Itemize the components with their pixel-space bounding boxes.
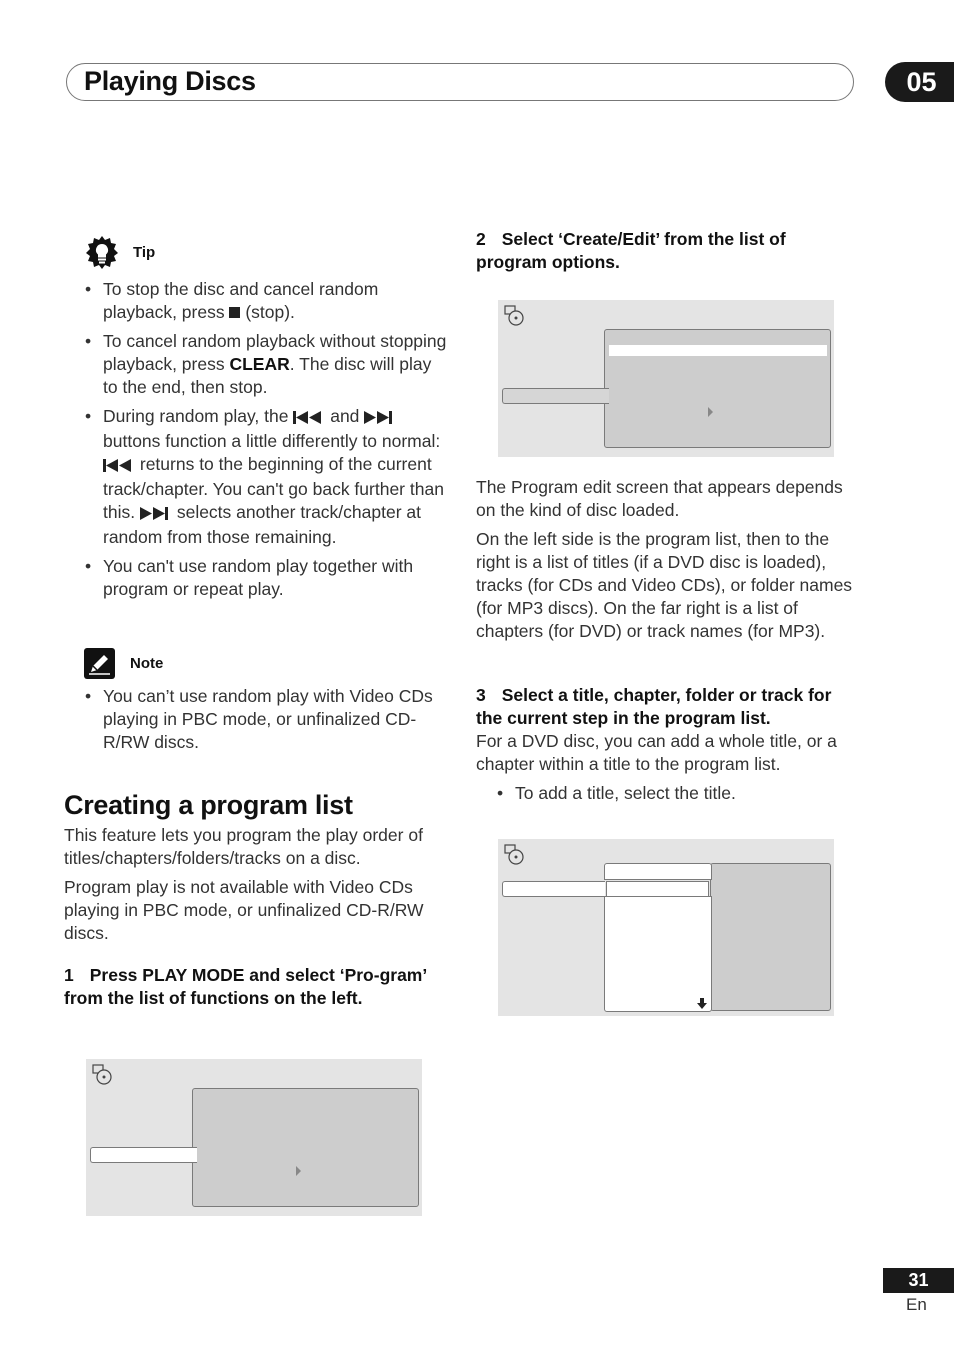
screen-program-options	[498, 300, 834, 457]
body-paragraph: For a DVD disc, you can add a whole title, or a chapter within a title to the program list.	[476, 731, 837, 774]
previous-track-icon	[293, 407, 325, 430]
section-heading: Creating a program list	[64, 790, 353, 820]
note-label: Note	[130, 655, 164, 672]
screen-program-edit	[498, 839, 834, 1016]
note-item: • You can’t use random play with Video CDs playing in PBC mode, or unfinalized CD-R/RW discs.	[85, 685, 450, 754]
chapter-list-panel	[710, 863, 831, 1011]
intro-paragraph: Program play is not available with Video CDs playing in PBC mode, or unfinalized CD-R/RW discs.	[64, 877, 424, 943]
page-number: 31	[883, 1268, 954, 1293]
program-step-item[interactable]	[502, 881, 605, 897]
note-icon	[84, 648, 115, 684]
stop-icon	[229, 307, 240, 318]
list-item: • To add a title, select the title.	[497, 782, 857, 805]
page-title: Playing Discs	[84, 66, 256, 96]
disc-icon	[504, 305, 526, 327]
tip-item: • During random play, the and buttons function a little differently to normal: returns to the beginning of the current track/chapter. You can't go back further than this. selects another track/chapter at random from those remaining.	[85, 405, 450, 549]
intro-paragraph: This feature lets you program the play order of titles/chapters/folders/tracks on a disc.	[64, 825, 423, 868]
screen-program-function	[86, 1059, 422, 1216]
tip-item: • To cancel random playback without stopping playback, press CLEAR. The disc will play to the end, then stop.	[85, 330, 450, 399]
tip-list	[85, 278, 450, 607]
chevron-right-icon	[708, 407, 713, 417]
title-list-panel[interactable]	[604, 896, 712, 1012]
function-item[interactable]	[502, 388, 609, 404]
tip-label: Tip	[133, 244, 156, 261]
selected-option-highlight[interactable]	[609, 345, 827, 356]
title-list-header	[604, 863, 712, 880]
step-3: 3 Select a title, chapter, folder or track for the current step in the program list.	[476, 685, 832, 728]
body-paragraph: On the left side is the program list, then to the right is a list of titles (if a DVD disc is loaded), tracks (for CDs and Video CDs), or folder names (for MP3 discs). On the far right is a list of chapters (for DVD) or track names (for MP3).	[476, 529, 853, 641]
disc-icon	[92, 1064, 114, 1086]
scroll-down-arrow-icon[interactable]	[697, 998, 707, 1009]
note-list	[85, 685, 450, 760]
tip-icon	[84, 234, 120, 277]
step-1: 1 Press PLAY MODE and select ‘Pro-gram’ from the list of functions on the left.	[64, 965, 427, 1008]
tip-item: • To stop the disc and cancel random playback, press (stop).	[85, 278, 450, 324]
step-3-list	[497, 782, 857, 811]
next-track-icon	[364, 407, 396, 430]
language-code: En	[906, 1295, 927, 1314]
tip-item: • You can't use random play together with program or repeat play.	[85, 555, 450, 601]
selected-function-item[interactable]	[90, 1147, 197, 1163]
disc-icon	[504, 844, 526, 866]
program-panel	[192, 1088, 419, 1207]
chevron-right-icon	[296, 1166, 301, 1176]
chapter-number-badge: 05	[885, 62, 954, 102]
next-track-icon	[140, 503, 172, 526]
step-2: 2 Select ‘Create/Edit’ from the list of program options.	[476, 229, 786, 272]
previous-track-icon	[103, 455, 135, 478]
body-paragraph: The Program edit screen that appears depends on the kind of disc loaded.	[476, 477, 843, 520]
selected-title-item[interactable]	[606, 881, 709, 897]
